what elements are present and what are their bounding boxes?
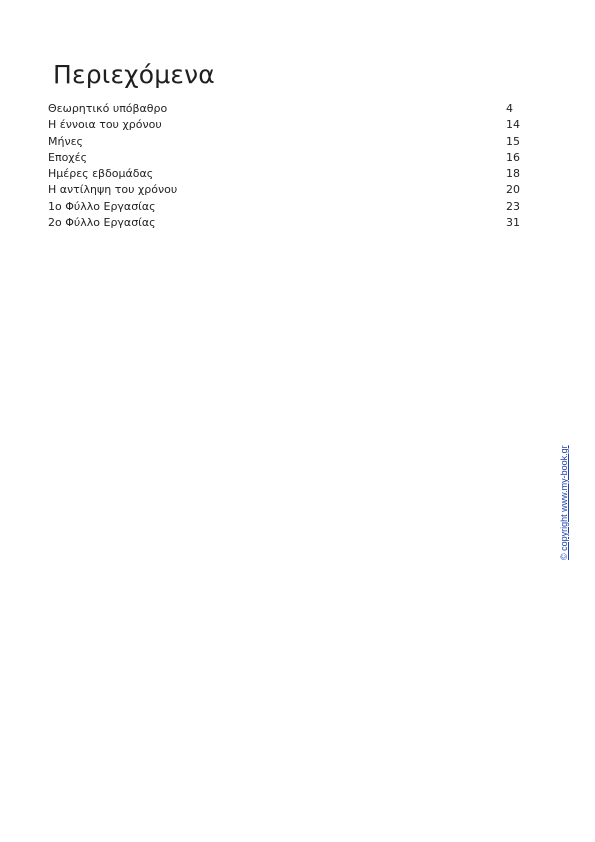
toc-entry-label: Εποχές — [48, 150, 88, 164]
toc-entry[interactable] — [48, 215, 528, 231]
toc-entry-page: 4 — [506, 102, 513, 115]
toc-entry-page: 16 — [506, 150, 520, 164]
toc-entry-page: 20 — [506, 183, 520, 197]
toc-entry-page: 14 — [506, 118, 520, 132]
page-title: Περιεχόμενα — [53, 60, 215, 89]
toc-entry-label: Η έννοια του χρόνου — [48, 118, 162, 132]
table-of-contents — [48, 101, 528, 231]
toc-entry-label: Η αντίληψη του χρόνου — [48, 183, 178, 197]
toc-entry-label: Θεωρητικό υπόβαθρο — [48, 102, 168, 115]
toc-entry-label: 2ο Φύλλο Εργασίας — [48, 216, 156, 230]
toc-entry-label: Ημέρες εβδομάδας — [48, 167, 154, 181]
copyright-link[interactable]: © copyright www.my-book.gr — [559, 445, 569, 560]
toc-entry-page: 31 — [506, 216, 520, 230]
toc-entry[interactable] — [48, 134, 528, 150]
toc-entry-page: 18 — [506, 167, 520, 181]
toc-entry[interactable] — [48, 117, 528, 133]
toc-entry[interactable] — [48, 182, 528, 198]
toc-entry-label: 1ο Φύλλο Εργασίας — [48, 199, 156, 213]
toc-entry[interactable] — [48, 101, 528, 117]
toc-entry-label: Μήνες — [48, 134, 84, 148]
toc-entry-page: 15 — [506, 134, 520, 148]
toc-entry[interactable] — [48, 150, 528, 166]
toc-entry-page: 23 — [506, 199, 520, 213]
toc-entry[interactable] — [48, 166, 528, 182]
toc-entry[interactable] — [48, 199, 528, 215]
